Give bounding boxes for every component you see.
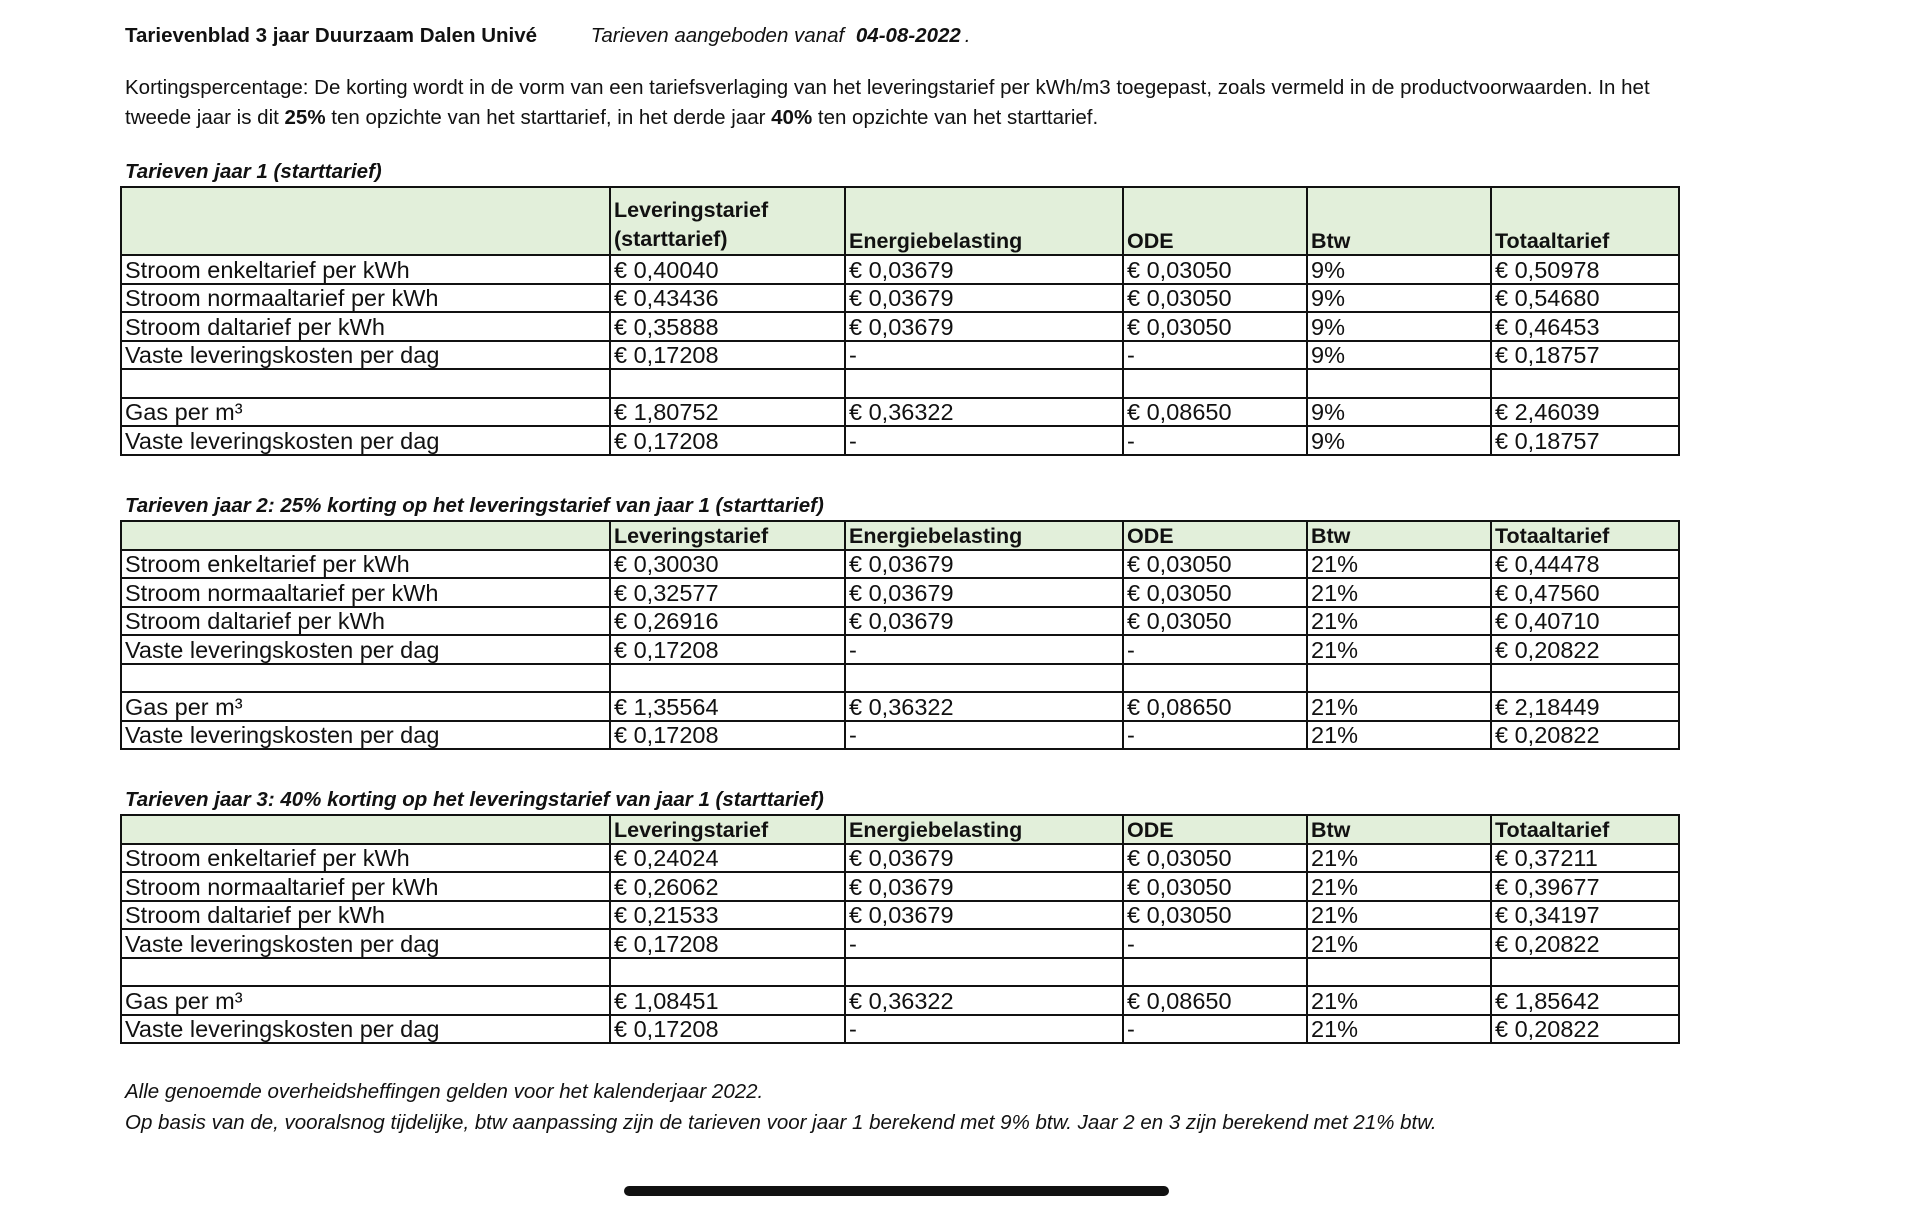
table-cell: 21% [1307, 692, 1491, 721]
table-cell: € 0,30030 [610, 550, 845, 579]
row-label: Vaste leveringskosten per dag [121, 721, 610, 750]
table-cell: € 0,03679 [845, 312, 1123, 341]
column-header: ODE [1123, 815, 1307, 844]
table-cell: - [845, 426, 1123, 455]
column-header: Leveringstarief [610, 521, 845, 550]
table-row [121, 635, 1679, 664]
table-row [121, 1015, 1679, 1044]
table-cell: € 0,03050 [1123, 284, 1307, 313]
table-cell: € 0,40040 [610, 255, 845, 284]
table-header [121, 815, 1679, 844]
table-cell: € 0,34197 [1491, 901, 1679, 930]
table-cell: 21% [1307, 901, 1491, 930]
table-cell: € 0,36322 [845, 398, 1123, 427]
column-header: Btw [1307, 815, 1491, 844]
column-header: ODE [1123, 521, 1307, 550]
row-label: Stroom enkeltarief per kWh [121, 255, 610, 284]
table-header [121, 187, 1679, 255]
table-cell: € 2,46039 [1491, 398, 1679, 427]
header-row [121, 187, 1679, 255]
column-header: Energiebelasting [845, 187, 1123, 255]
table-cell: 9% [1307, 255, 1491, 284]
row-label: Gas per m³ [121, 986, 610, 1015]
table-cell [845, 958, 1123, 987]
table-cell: € 1,08451 [610, 986, 845, 1015]
table-row [121, 550, 1679, 579]
header-cell-empty [121, 187, 610, 255]
table-cell: - [845, 1015, 1123, 1044]
table-cell: € 0,03050 [1123, 578, 1307, 607]
table-cell: € 0,03679 [845, 578, 1123, 607]
table-cell: € 0,40710 [1491, 607, 1679, 636]
table-row [121, 578, 1679, 607]
intro-text-1: Kortingspercentage: De korting wordt in de vorm van een tariefsverlaging van het leveringstarief per kWh/m3 toegepast, zoals vermeld in de productvoorwaarden. In het tweede jaar is dit [125, 76, 1650, 129]
row-label: Vaste leveringskosten per dag [121, 635, 610, 664]
table-cell: € 0,37211 [1491, 844, 1679, 873]
offered-date: 04-08-2022 [855, 24, 961, 47]
table-cell: € 0,36322 [845, 986, 1123, 1015]
table-cell: € 0,03679 [845, 872, 1123, 901]
table-cell: € 1,80752 [610, 398, 845, 427]
footer-note-2: Op basis van de, vooralsnog tijdelijke, btw aanpassing zijn de tarieven voor jaar 1 berekend met 9% btw. Jaar 2 en 3 zijn berekend met 21% btw. [125, 1111, 1437, 1134]
table-cell: - [1123, 426, 1307, 455]
table-cell: € 1,35564 [610, 692, 845, 721]
rates-table-year2 [120, 520, 1680, 750]
row-label: Stroom daltarief per kWh [121, 901, 610, 930]
table-caption-year3: Tarieven jaar 3: 40% korting op het leveringstarief van jaar 1 (starttarief) [125, 788, 824, 811]
table-cell: € 0,54680 [1491, 284, 1679, 313]
table-row [121, 426, 1679, 455]
table-cell: € 0,03050 [1123, 312, 1307, 341]
table-cell [610, 958, 845, 987]
row-label: Stroom normaaltarief per kWh [121, 578, 610, 607]
table-cell: - [845, 721, 1123, 750]
table-header [121, 521, 1679, 550]
column-header: Leveringstarief (starttarief) [610, 187, 845, 255]
intro-text-2: ten opzichte van het starttarief, in het derde jaar [325, 106, 772, 129]
table-cell: 21% [1307, 721, 1491, 750]
table-cell: - [1123, 721, 1307, 750]
table-row [121, 312, 1679, 341]
table-cell: € 0,03050 [1123, 255, 1307, 284]
table-cell: € 0,17208 [610, 426, 845, 455]
table-cell: € 0,17208 [610, 1015, 845, 1044]
table-row [121, 341, 1679, 370]
table-row [121, 929, 1679, 958]
table-cell: - [1123, 1015, 1307, 1044]
table-cell: - [845, 929, 1123, 958]
table-cell: - [1123, 635, 1307, 664]
footer-note-1: Alle genoemde overheidsheffingen gelden voor het kalenderjaar 2022. [125, 1080, 764, 1103]
table-cell: € 0,43436 [610, 284, 845, 313]
table-body [121, 550, 1679, 750]
row-label: Stroom normaaltarief per kWh [121, 872, 610, 901]
table-row [121, 986, 1679, 1015]
table-cell: € 0,17208 [610, 929, 845, 958]
table-cell: € 0,08650 [1123, 692, 1307, 721]
table-cell: € 0,03679 [845, 901, 1123, 930]
table-cell: € 0,17208 [610, 721, 845, 750]
table-cell: € 0,03050 [1123, 872, 1307, 901]
table-cell: € 1,85642 [1491, 986, 1679, 1015]
table-cell: € 0,20822 [1491, 635, 1679, 664]
table-cell: € 2,18449 [1491, 692, 1679, 721]
intro-pct-year3: 40% [771, 106, 813, 129]
document-header [125, 24, 970, 48]
table-row [121, 844, 1679, 873]
column-header: Btw [1307, 521, 1491, 550]
table-cell: 21% [1307, 844, 1491, 873]
table-cell: € 0,18757 [1491, 341, 1679, 370]
table-cell: € 0,46453 [1491, 312, 1679, 341]
home-indicator-bar[interactable] [624, 1186, 1169, 1196]
table-cell: 9% [1307, 312, 1491, 341]
table-cell: € 0,39677 [1491, 872, 1679, 901]
table-cell: € 0,20822 [1491, 1015, 1679, 1044]
row-label: Vaste leveringskosten per dag [121, 929, 610, 958]
header-cell-empty [121, 815, 610, 844]
table-cell: - [845, 635, 1123, 664]
table-cell: € 0,50978 [1491, 255, 1679, 284]
header-row [121, 815, 1679, 844]
table-cell [1123, 958, 1307, 987]
table-caption-year2: Tarieven jaar 2: 25% korting op het leveringstarief van jaar 1 (starttarief) [125, 494, 824, 517]
table-cell: 21% [1307, 578, 1491, 607]
offered-label: Tarieven aangeboden vanaf [590, 24, 845, 47]
table-cell: 21% [1307, 635, 1491, 664]
table-row [121, 607, 1679, 636]
table-cell: € 0,08650 [1123, 398, 1307, 427]
table-cell [610, 664, 845, 693]
row-label: Stroom daltarief per kWh [121, 312, 610, 341]
table-cell: 21% [1307, 607, 1491, 636]
column-header: Energiebelasting [845, 521, 1123, 550]
row-label: Stroom enkeltarief per kWh [121, 844, 610, 873]
table-cell: - [1123, 341, 1307, 370]
row-label [121, 369, 610, 398]
table-cell: € 0,32577 [610, 578, 845, 607]
table-cell: € 0,35888 [610, 312, 845, 341]
table-cell [1307, 664, 1491, 693]
table-row [121, 398, 1679, 427]
table-cell [1123, 369, 1307, 398]
intro-text-3: ten opzichte van het starttarief. [812, 106, 1099, 129]
table-body [121, 844, 1679, 1044]
table-row [121, 901, 1679, 930]
table-cell: 21% [1307, 872, 1491, 901]
row-label: Stroom normaaltarief per kWh [121, 284, 610, 313]
footer-notes [125, 1076, 1437, 1138]
row-label: Gas per m³ [121, 692, 610, 721]
table-cell [845, 369, 1123, 398]
table-cell: € 0,08650 [1123, 986, 1307, 1015]
row-label: Vaste leveringskosten per dag [121, 341, 610, 370]
row-label: Vaste leveringskosten per dag [121, 1015, 610, 1044]
table-cell: € 0,26062 [610, 872, 845, 901]
column-header: Leveringstarief [610, 815, 845, 844]
discount-explanation [125, 73, 1685, 133]
table-cell: € 0,36322 [845, 692, 1123, 721]
table-row [121, 692, 1679, 721]
table-cell: € 0,47560 [1491, 578, 1679, 607]
rates-table-year1 [120, 186, 1680, 456]
table-cell: € 0,26916 [610, 607, 845, 636]
header-row [121, 521, 1679, 550]
intro-pct-year2: 25% [284, 106, 326, 129]
table-row [121, 255, 1679, 284]
document-title: Tarievenblad 3 jaar Duurzaam Dalen Univé [125, 24, 538, 47]
table-cell: 9% [1307, 341, 1491, 370]
row-label: Stroom enkeltarief per kWh [121, 550, 610, 579]
table-cell: € 0,03679 [845, 844, 1123, 873]
table-cell: € 0,03050 [1123, 844, 1307, 873]
table-cell: 21% [1307, 1015, 1491, 1044]
table-cell: € 0,20822 [1491, 721, 1679, 750]
table-cell: € 0,03050 [1123, 901, 1307, 930]
table-cell: € 0,17208 [610, 341, 845, 370]
table-cell: € 0,17208 [610, 635, 845, 664]
column-header: Totaaltarief [1491, 815, 1679, 844]
table-cell: 21% [1307, 929, 1491, 958]
table-cell: - [1123, 929, 1307, 958]
table-caption-year1: Tarieven jaar 1 (starttarief) [125, 160, 382, 183]
spacer-row [121, 958, 1679, 987]
spacer-row [121, 664, 1679, 693]
table-cell [1491, 958, 1679, 987]
row-label: Stroom daltarief per kWh [121, 607, 610, 636]
table-cell [1491, 369, 1679, 398]
rates-table-year3 [120, 814, 1680, 1044]
table-cell: € 0,18757 [1491, 426, 1679, 455]
table-row [121, 284, 1679, 313]
table-row [121, 872, 1679, 901]
table-cell [845, 664, 1123, 693]
table-cell [610, 369, 845, 398]
table-cell: € 0,03050 [1123, 607, 1307, 636]
table-cell: 9% [1307, 426, 1491, 455]
table-cell: € 0,44478 [1491, 550, 1679, 579]
table-cell: 9% [1307, 284, 1491, 313]
table-cell: € 0,20822 [1491, 929, 1679, 958]
spacer-row [121, 369, 1679, 398]
column-header: Totaaltarief [1491, 521, 1679, 550]
table-cell: 21% [1307, 550, 1491, 579]
table-cell [1307, 958, 1491, 987]
table-cell: 21% [1307, 986, 1491, 1015]
table-cell [1491, 664, 1679, 693]
row-label: Vaste leveringskosten per dag [121, 426, 610, 455]
row-label [121, 664, 610, 693]
table-cell: € 0,03679 [845, 550, 1123, 579]
table-cell: 9% [1307, 398, 1491, 427]
table-cell: € 0,03679 [845, 255, 1123, 284]
table-cell: € 0,03679 [845, 607, 1123, 636]
table-cell: - [845, 341, 1123, 370]
column-header: Energiebelasting [845, 815, 1123, 844]
table-cell: € 0,24024 [610, 844, 845, 873]
table-cell [1307, 369, 1491, 398]
row-label: Gas per m³ [121, 398, 610, 427]
table-body [121, 255, 1679, 455]
offered-dot: . [964, 24, 971, 47]
column-header: Totaaltarief [1491, 187, 1679, 255]
column-header: Btw [1307, 187, 1491, 255]
table-cell [1123, 664, 1307, 693]
table-cell: € 0,21533 [610, 901, 845, 930]
table-cell: € 0,03679 [845, 284, 1123, 313]
column-header: ODE [1123, 187, 1307, 255]
header-cell-empty [121, 521, 610, 550]
table-row [121, 721, 1679, 750]
row-label [121, 958, 610, 987]
table-cell: € 0,03050 [1123, 550, 1307, 579]
